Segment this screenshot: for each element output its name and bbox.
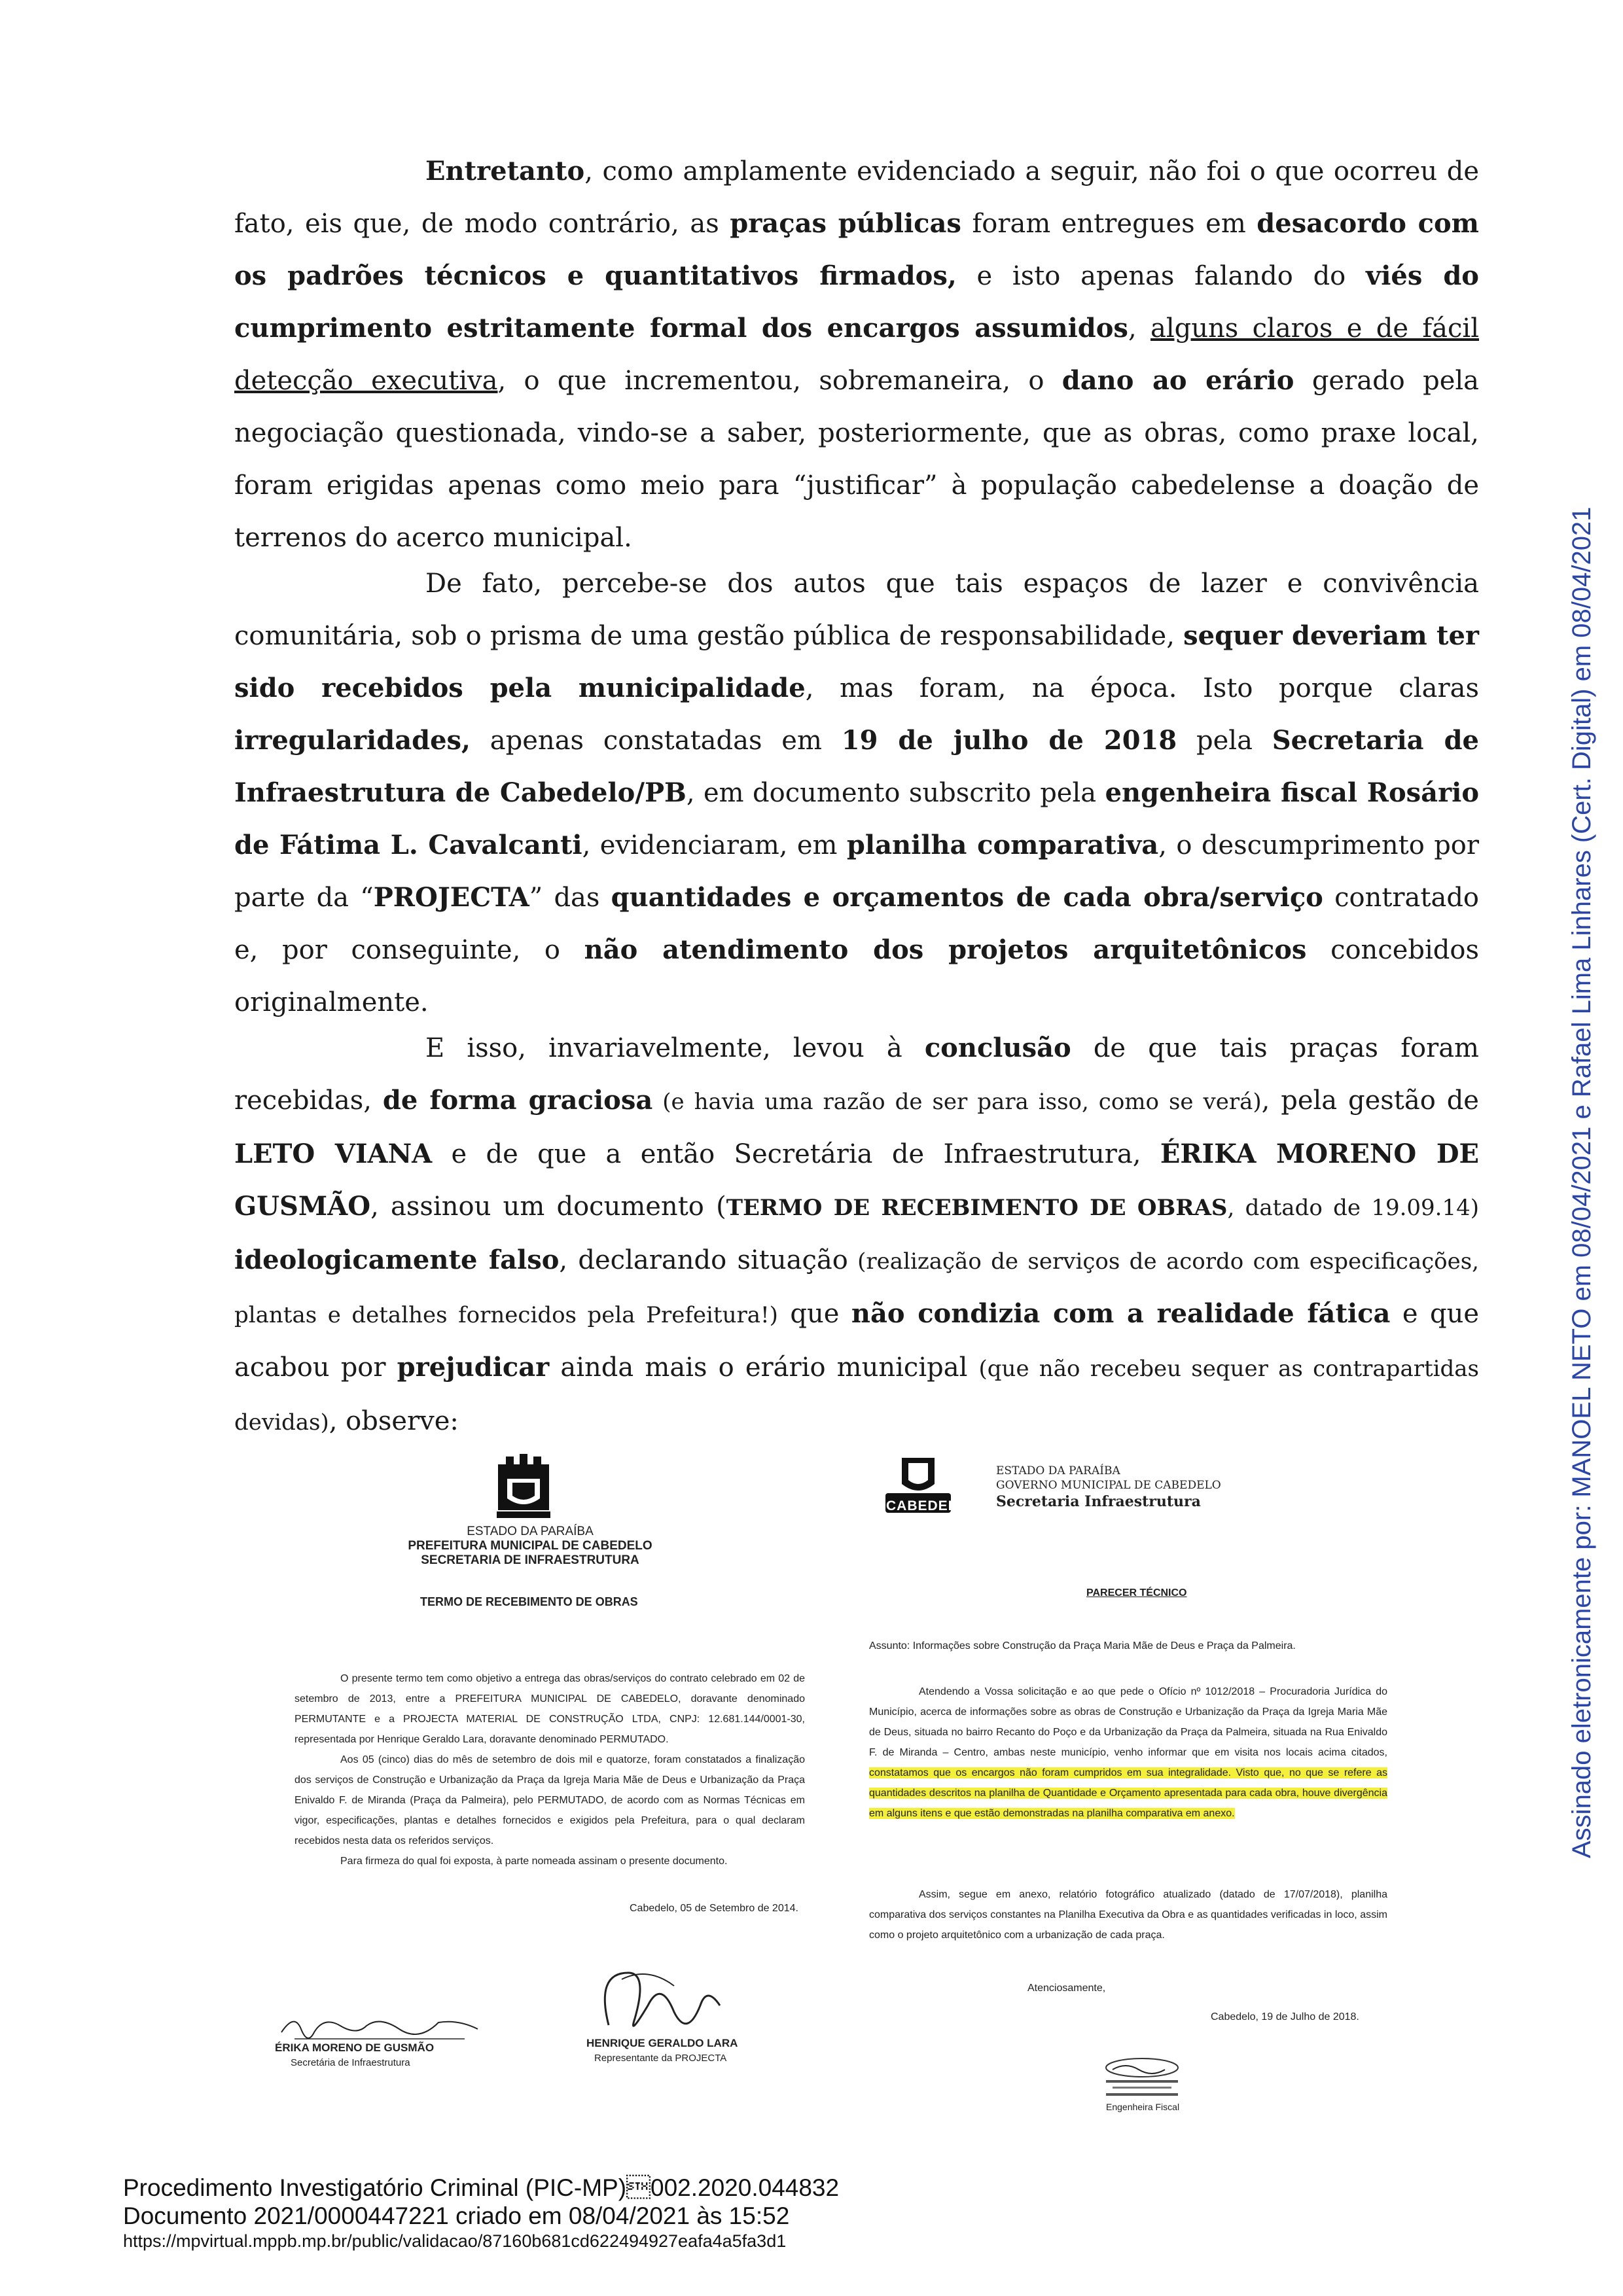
p1-bold: praças públicas bbox=[730, 208, 961, 239]
left-date: Cabedelo, 05 de Setembro de 2014. bbox=[630, 1903, 798, 1914]
right-assunto: Assunto: Informações sobre Construção da Praça Maria Mãe de Deus e Praça da Palmeira. bbox=[869, 1640, 1296, 1651]
signature-erika-icon bbox=[275, 2006, 530, 2045]
footer-document: Documento 2021/0000447221 criado em 08/04/2021 às 15:52 bbox=[123, 2202, 790, 2229]
p3-text: e de que a então Secretária de Infraestrutura, bbox=[432, 1139, 1160, 1169]
p3-text: , pela gestão de bbox=[1261, 1086, 1479, 1116]
footer-validation-link[interactable]: https://mpvirtual.mppb.mp.br/public/validacao/87160b681cd622494927eafa4a5fa3d1 bbox=[123, 2231, 787, 2251]
p2-text: concebidos originalmente. bbox=[234, 935, 1480, 1017]
left-body-2: Aos 05 (cinco) dias do mês de setembro de dois mil e quatorze, foram constatados a finalização dos serviços de Construção e Urbanização da Praça da Igreja Maria Mãe de Deus e Urbanização da Praça Enivaldo F. de Miranda (Praça da Palmeira), pelo PERMUTADO, de acordo com as Normas Técnicas em vigor, especificações, plantas e detalhes fornecidos e exigidos pela Prefeitura, para o qual declaram recebidos nesta data os referidos serviços. bbox=[294, 1754, 805, 1846]
p1-bold: desacordo com os padrões técnicos e quantitativos firmados, bbox=[234, 208, 1479, 291]
left-sig2-role: Representante da PROJECTA bbox=[594, 2053, 727, 2064]
left-sig2-name: HENRIQUE GERALDO LARA bbox=[586, 2037, 738, 2049]
p1-text: gerado pela negociação questionada, vindo-se a saber, posteriormente, que as obras, como praxe local, foram erigidas apenas como meio para “justificar” à população cabedelense a doação de terrenos do acerco municipal. bbox=[234, 366, 1479, 553]
right-body-2: Assim, segue em anexo, relatório fotográfico atualizado (datado de 17/07/2018), planilha comparativa dos serviços constantes na Planilha Executiva da Obra e as quantidades verificadas in loco, assim como o projeto arquitetônico com a urbanização de cada praça. bbox=[869, 1889, 1387, 1941]
p3-text: que bbox=[777, 1299, 851, 1329]
right-body-1-text: Atendendo a Vossa solicitação e ao que pede o Ofício nº 1012/2018 – Procuradoria Jurídica do Município, acerca de informações sobre as obras de Construção e Urbanização da Praça da Igreja Maria Mãe de Deus, situada no bairro Recanto do Poço e da Urbanização da Praça da Palmeira, situada na Rua Enivaldo F. de Miranda – Centro, ambas neste município, venho informar que em visita nos locais acima citados, bbox=[869, 1686, 1387, 1758]
right-sig-role: Engenheira Fiscal bbox=[1106, 2102, 1180, 2112]
p3-text: E isso, invariavelmente, levou à bbox=[425, 1033, 925, 1063]
p2-text: ” das bbox=[529, 883, 611, 913]
p1-bold: dano ao erário bbox=[1061, 365, 1294, 396]
p2-bold: não atendimento dos projetos arquitetônicos bbox=[584, 934, 1307, 965]
left-body-1: O presente termo tem como objetivo a entrega das obras/serviços do contrato celebrado em 02 de setembro de 2013, entre a PREFEITURA MUNICIPAL DE CABEDELO, doravante denominado PERMUTANTE e a PROJECTA MATERIAL DE CONSTRUÇÃO LTDA, CNPJ: 12.681.144/0001-30, representada por Henrique Geraldo Lara, doravante denominado PERMUTADO. bbox=[294, 1673, 805, 1745]
p2-text: , em documento subscrito pela bbox=[686, 778, 1105, 808]
p3-small: (realização de serviços de acordo com especificações, plantas e detalhes fornecidos pela Prefeitura!) bbox=[234, 1248, 1479, 1328]
right-title: PARECER TÉCNICO bbox=[1086, 1587, 1187, 1598]
p1-text: , o que incrementou, sobremaneira, o bbox=[497, 366, 1062, 396]
p2-bold: 19 de julho de 2018 bbox=[841, 725, 1177, 756]
right-closing: Atenciosamente, bbox=[1027, 1983, 1106, 1994]
left-sig1-role: Secretária de Infraestrutura bbox=[291, 2057, 410, 2068]
left-secretaria: SECRETARIA DE INFRAESTRUTURA bbox=[421, 1553, 639, 1567]
p3-bold: ideologicamente falso bbox=[234, 1245, 560, 1275]
p3-text: de que tais praças foram recebidas, bbox=[234, 1033, 1479, 1116]
right-state: ESTADO DA PARAÍBA bbox=[996, 1464, 1120, 1477]
p2-text: contratado e, por conseguinte, o bbox=[234, 883, 1480, 965]
p3-text: , assinou um documento ( bbox=[370, 1192, 726, 1222]
p1-text: , como amplamente evidenciado a seguir, não foi o que ocorreu de fato, eis que, de modo contrário, as bbox=[234, 156, 1479, 239]
p1-text: foram entregues em bbox=[961, 209, 1257, 239]
p2-bold: irregularidades, bbox=[234, 725, 471, 756]
paragraph-2 bbox=[234, 557, 1479, 1029]
p3-text: e que acabou por bbox=[234, 1299, 1479, 1383]
p1-text: e isto apenas falando do bbox=[956, 261, 1366, 291]
left-body-3: Para firmeza do qual foi exposta, à parte nomeada assinam o presente documento. bbox=[340, 1856, 728, 1867]
p2-text: apenas constatadas em bbox=[470, 726, 842, 756]
electronic-signature-stamp: Assinado eletronicamente por: MANOEL NETO em 08/04/2021 e Rafael Lima Linhares (Cert. Digital) em 08/04/2021 bbox=[1567, 506, 1596, 1858]
p2-bold: planilha comparativa bbox=[846, 830, 1159, 860]
p3-text: situação bbox=[737, 1245, 848, 1275]
right-body-1 bbox=[869, 1682, 1387, 1824]
p2-text: De fato, percebe-se dos autos que tais espaços de lazer e convivência comunitária, sob o prisma de uma gestão pública de responsabilidade, bbox=[234, 569, 1479, 651]
scanned-parecer-tecnico bbox=[831, 1439, 1427, 2127]
p3-bold: de forma graciosa bbox=[382, 1085, 653, 1116]
p1-underlined: alguns claros e de fácil detecção executiva bbox=[234, 313, 1479, 396]
p3-text: , declarando bbox=[559, 1245, 738, 1275]
p3-bold: ÉRIKA MORENO DE GUSMÃO bbox=[234, 1139, 1480, 1222]
p3-text: , observe: bbox=[329, 1406, 459, 1436]
p2-text: , evidenciaram, em bbox=[582, 830, 847, 860]
left-state: ESTADO DA PARAÍBA bbox=[467, 1525, 594, 1538]
right-gov: GOVERNO MUNICIPAL DE CABEDELO bbox=[996, 1479, 1221, 1492]
p1-bold-entretanto: Entretanto bbox=[425, 156, 585, 186]
right-date: Cabedelo, 19 de Julho de 2018. bbox=[1211, 2011, 1359, 2022]
right-body-1-highlight: constatamos que os encargos não foram cumpridos em sua integralidade. Visto que, no que se refere as quantidades descritos na planilha de Quantidade e Orçamento apresentada para cada obra, houve divergência em alguns itens e que estão demonstradas na planilha comparativa em anexo. bbox=[869, 1767, 1387, 1819]
p3-bold: LETO VIANA bbox=[234, 1139, 433, 1169]
paragraph-1 bbox=[234, 145, 1479, 564]
paragraph-3 bbox=[234, 1022, 1479, 1449]
left-title: TERMO DE RECEBIMENTO DE OBRAS bbox=[420, 1595, 638, 1608]
p2-bold: engenheira fiscal Rosário de Fátima L. Cavalcanti bbox=[234, 777, 1480, 860]
right-secretaria: Secretaria Infraestrutura bbox=[996, 1493, 1201, 1510]
p3-small: , datado de 19.09.14) bbox=[1227, 1195, 1480, 1221]
p2-bold: quantidades e orçamentos de cada obra/serviço bbox=[611, 882, 1323, 913]
signature-henrique-icon bbox=[589, 1960, 740, 2038]
p2-text: , mas foram, na época. Isto porque claras bbox=[805, 673, 1479, 703]
p2-bold: PROJECTA bbox=[373, 882, 529, 913]
p2-bold: Secretaria de Infraestrutura de Cabedelo/PB bbox=[234, 725, 1480, 808]
p3-bold: prejudicar bbox=[397, 1352, 550, 1383]
p3-small: (e havia uma razão de ser para isso, como se verá) bbox=[652, 1089, 1262, 1115]
p2-text: pela bbox=[1177, 726, 1272, 756]
right-logo-text: CABEDELO bbox=[886, 1498, 969, 1513]
p3-bold: conclusão bbox=[924, 1033, 1071, 1063]
p1-bold: viés do cumprimento estritamente formal dos encargos assumidos bbox=[234, 260, 1479, 344]
p1-text: , bbox=[1128, 313, 1150, 344]
left-prefeitura: PREFEITURA MUNICIPAL DE CABEDELO bbox=[408, 1539, 652, 1553]
p3-bold: não condizia com a realidade fática bbox=[851, 1298, 1391, 1329]
left-sig1-name: ÉRIKA MORENO DE GUSMÃO bbox=[275, 2041, 435, 2054]
p2-bold: sequer deveriam ter sido recebidos pela municipalidade bbox=[234, 620, 1480, 703]
scanned-termo-recebimento bbox=[236, 1439, 825, 2094]
p3-small: (que não recebeu sequer as contrapartidas devidas) bbox=[234, 1356, 1479, 1436]
p3-text: ainda mais o erário municipal bbox=[549, 1352, 979, 1383]
p2-text: , o descumprimento por parte da “ bbox=[234, 830, 1480, 913]
footer-procedure: Procedimento Investigatório Criminal (PIC-MP)002.2020.044832 bbox=[123, 2174, 840, 2201]
coat-of-arms-icon bbox=[494, 1453, 553, 1521]
p3-bold-small: TERMO DE RECEBIMENTO DE OBRAS bbox=[726, 1195, 1228, 1221]
